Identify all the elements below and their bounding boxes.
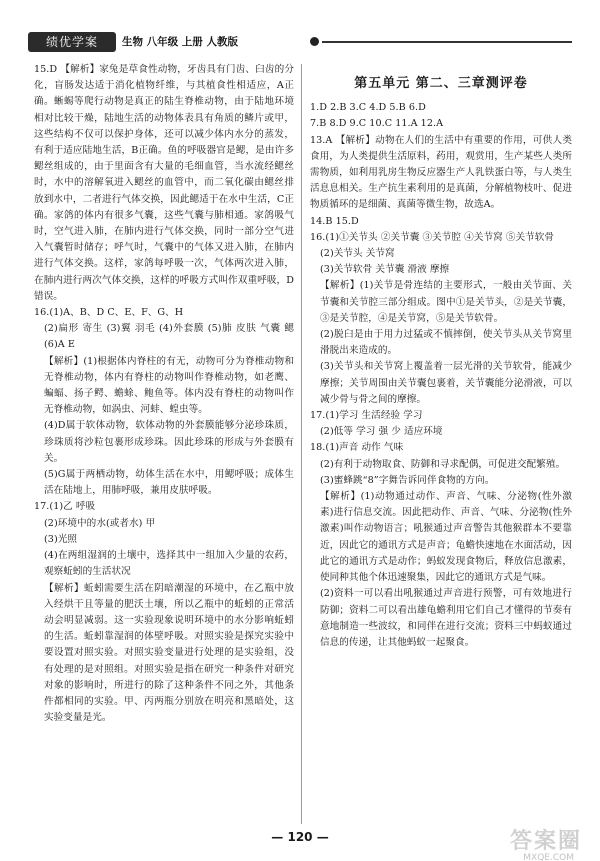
watermark-url: MXQE.COM: [523, 853, 574, 861]
paragraph: 17.(1)学习 生活经验 学习: [310, 410, 423, 422]
page-number: — 120 —: [271, 830, 329, 844]
left-column: [34, 62, 294, 726]
paragraph: (2)有利于动物取食、防御和寻求配偶，可促进交配繁殖。: [320, 458, 566, 470]
header-subtitle: 生物 八年级 上册 人教版: [122, 36, 238, 48]
paragraph: 16.(1)①关节头 ②关节囊 ③关节腔 ④关节窝 ⑤关节软骨: [310, 231, 555, 243]
header-dot-icon: [310, 37, 319, 46]
paragraph: (3)关节软骨 关节囊 滑液 摩擦: [320, 264, 450, 276]
paragraph: 【解析】蚯蚓需要生活在阴暗潮湿的环境中，在乙瓶中放入经烘干且等量的肥沃土壤，所以乙瓶中的蚯蚓的正常活动会明显减弱。这一实验现象说明环境中的水分影响蚯蚓的生活。蚯蚓靠湿润的体壁呼吸。对照实验是探究实验中要设置对照实验。对照实验变量进行处理的是实验组，没有处理的是对照组。对照实验是指在研究一种条件对研究对象的影响时，所进行的除了这种条件不同之外，其他条件都相同的实验。甲、丙两瓶分别放在明亮和黑暗处，这实验变量是光。: [44, 582, 294, 724]
paragraph: 18.(1)声音 动作 气味: [310, 442, 404, 454]
paragraph: (2)低等 学习 强 少 适应环境: [320, 426, 443, 438]
section-title: 第五单元 第二、三章测评卷: [354, 76, 528, 91]
paragraph: 13.A 【解析】动物在人们的生活中有重要的作用，可供人类食用，为人类提供生活原料，药用，观赏用，生产某些人类所需物质，如利用乳房生物反应器生产人乳铁蛋白等，与人类生活息息相关。生产抗生素利用的是真菌，分解植物枝叶、促进物质循环的是细菌、真菌等微生物，故选A。: [310, 134, 572, 211]
brand-logo: 绩优学案: [28, 32, 116, 52]
paragraph: 17.(1)乙 呼吸: [34, 501, 96, 513]
paragraph: (2)资料一可以看出吼猴通过声音进行预警，可有效地进行防御；资料二可以看出雄龟蟾利用它们自己才懂得的节奏有意地制造一些波纹，和同伴在进行交流；资料三中蚂蚁通过信息的传递，让其他蚂蚁一起聚食。: [320, 588, 572, 648]
paragraph: (5)G属于两栖动物，幼体生活在水中，用鳃呼吸；成体生活在陆地上，用肺呼吸，兼用皮肤呼吸。: [44, 469, 294, 497]
paragraph: (2)脱臼是由于用力过猛或不慎摔倒，使关节头从关节窝里滑脱出来造成的。: [320, 329, 572, 357]
paragraph: 【解析】(1)动物通过动作、声音、气味、分泌物(性外激素)进行信息交流。因此把动作、声音、气味、分泌物(性外激素)叫作动物语言；吼猴通过声音警告其他猴群本不要靠近，因此它的通讯方式是声音；龟蟾快速地在水面活动，因此它的通讯方式是动作；蚂蚁发现食物后，释放信息激素，使同种其他个体迅速聚集，因此它的通讯方式是气味。: [320, 491, 572, 584]
paragraph: (3)蜜蜂跳“8”字舞告诉同伴食物的方向。: [320, 474, 495, 486]
paragraph: 【解析】(1)根据体内脊柱的有无，动物可分为脊椎动物和无脊椎动物，体内有脊柱的动物叫作脊椎动物，如老鹰、蝙蝠、扬子鳄、蟾蜍、鲍鱼等。体内没有脊柱的动物叫作无脊椎动物，如涡虫、河蚌、蝗虫等。: [44, 355, 294, 416]
paragraph: (3)关节头和关节窝上覆盖着一层光滑的关节软骨，能减少摩擦；关节周围由关节囊包裹着，关节囊能分泌滑液，可以减少骨与骨之间的摩擦。: [320, 361, 572, 405]
paragraph: (2)关节头 关节窝: [320, 248, 395, 260]
paragraph: 【解析】(1)关节是骨连结的主要形式，一般由关节面、关节囊和关节腔三部分组成。图中①是关节头，②是关节囊，③是关节腔，④是关节窝，⑤是关节软骨。: [320, 280, 572, 324]
paragraph: 14.B 15.D: [310, 215, 359, 227]
header-rule: [322, 41, 572, 43]
right-column: [310, 62, 572, 651]
paragraph: (2)扁形 寄生 (3)翼 羽毛 (4)外套膜 (5)肺 皮肤 气囊 鳃 (6)A E: [44, 323, 294, 351]
watermark-logo: 答案圈: [509, 829, 582, 854]
paragraph: 16.(1)A、B、D C、E、F、G、H: [34, 307, 184, 319]
paragraph: 1.D 2.B 3.C 4.D 5.B 6.D: [310, 102, 426, 114]
paragraph: 7.B 8.D 9.C 10.C 11.A 12.A: [310, 118, 444, 130]
paragraph: 15.D 【解析】家兔是草食性动物，牙齿具有门齿、臼齿的分化，盲肠发达适于消化植物纤维，与其植食性相适应，A正确。蜥蜴等爬行动物是真正的陆生脊椎动物，由于陆地环境相对比较干燥，陆地生活的动物体表具有角质的鳞片或甲，这些结构不仅可以保护身体，还可以减少体内水分的蒸发，有利于适应陆地生活，B正确。鱼的呼吸器官是鳃，是由许多鳃丝组成的，由于里面含有大量的毛细血管，当水流经鳃丝时，水中的溶解氧进入鳃丝的血管中，而二氧化碳由鳃丝排放到水中，二者进行气体交换，因此鳃适于在水中生活，C正确。家鸽的体内有很多气囊，这些气囊与肺相通。家鸽吸气时，空气进入肺，在肺内进行气体交换，同时一部分空气进入气囊暂时储存；呼气时，气囊中的气体又进入肺，在肺内进行气体交换。这样，家鸽每呼吸一次，气体两次进入肺，在肺内进行两次气体交换，这样的呼吸方式叫作双重呼吸，D错误。: [34, 64, 294, 302]
paragraph: (3)光照: [44, 533, 78, 545]
paragraph: (4)D属于软体动物，软体动物的外套膜能够分泌珍珠质，珍珠质将沙粒包裹形成珍珠。因此珍珠的形成与外套膜有关。: [44, 420, 294, 464]
column-divider: [301, 64, 302, 824]
paragraph: (2)环境中的水(或者水) 甲: [44, 517, 156, 529]
page-header: [0, 0, 600, 50]
right-column-body: [310, 100, 572, 651]
paragraph: (4)在两组湿润的土壤中，选择其中一组加入少量的农药，观察蚯蚓的生活状况: [44, 550, 294, 578]
